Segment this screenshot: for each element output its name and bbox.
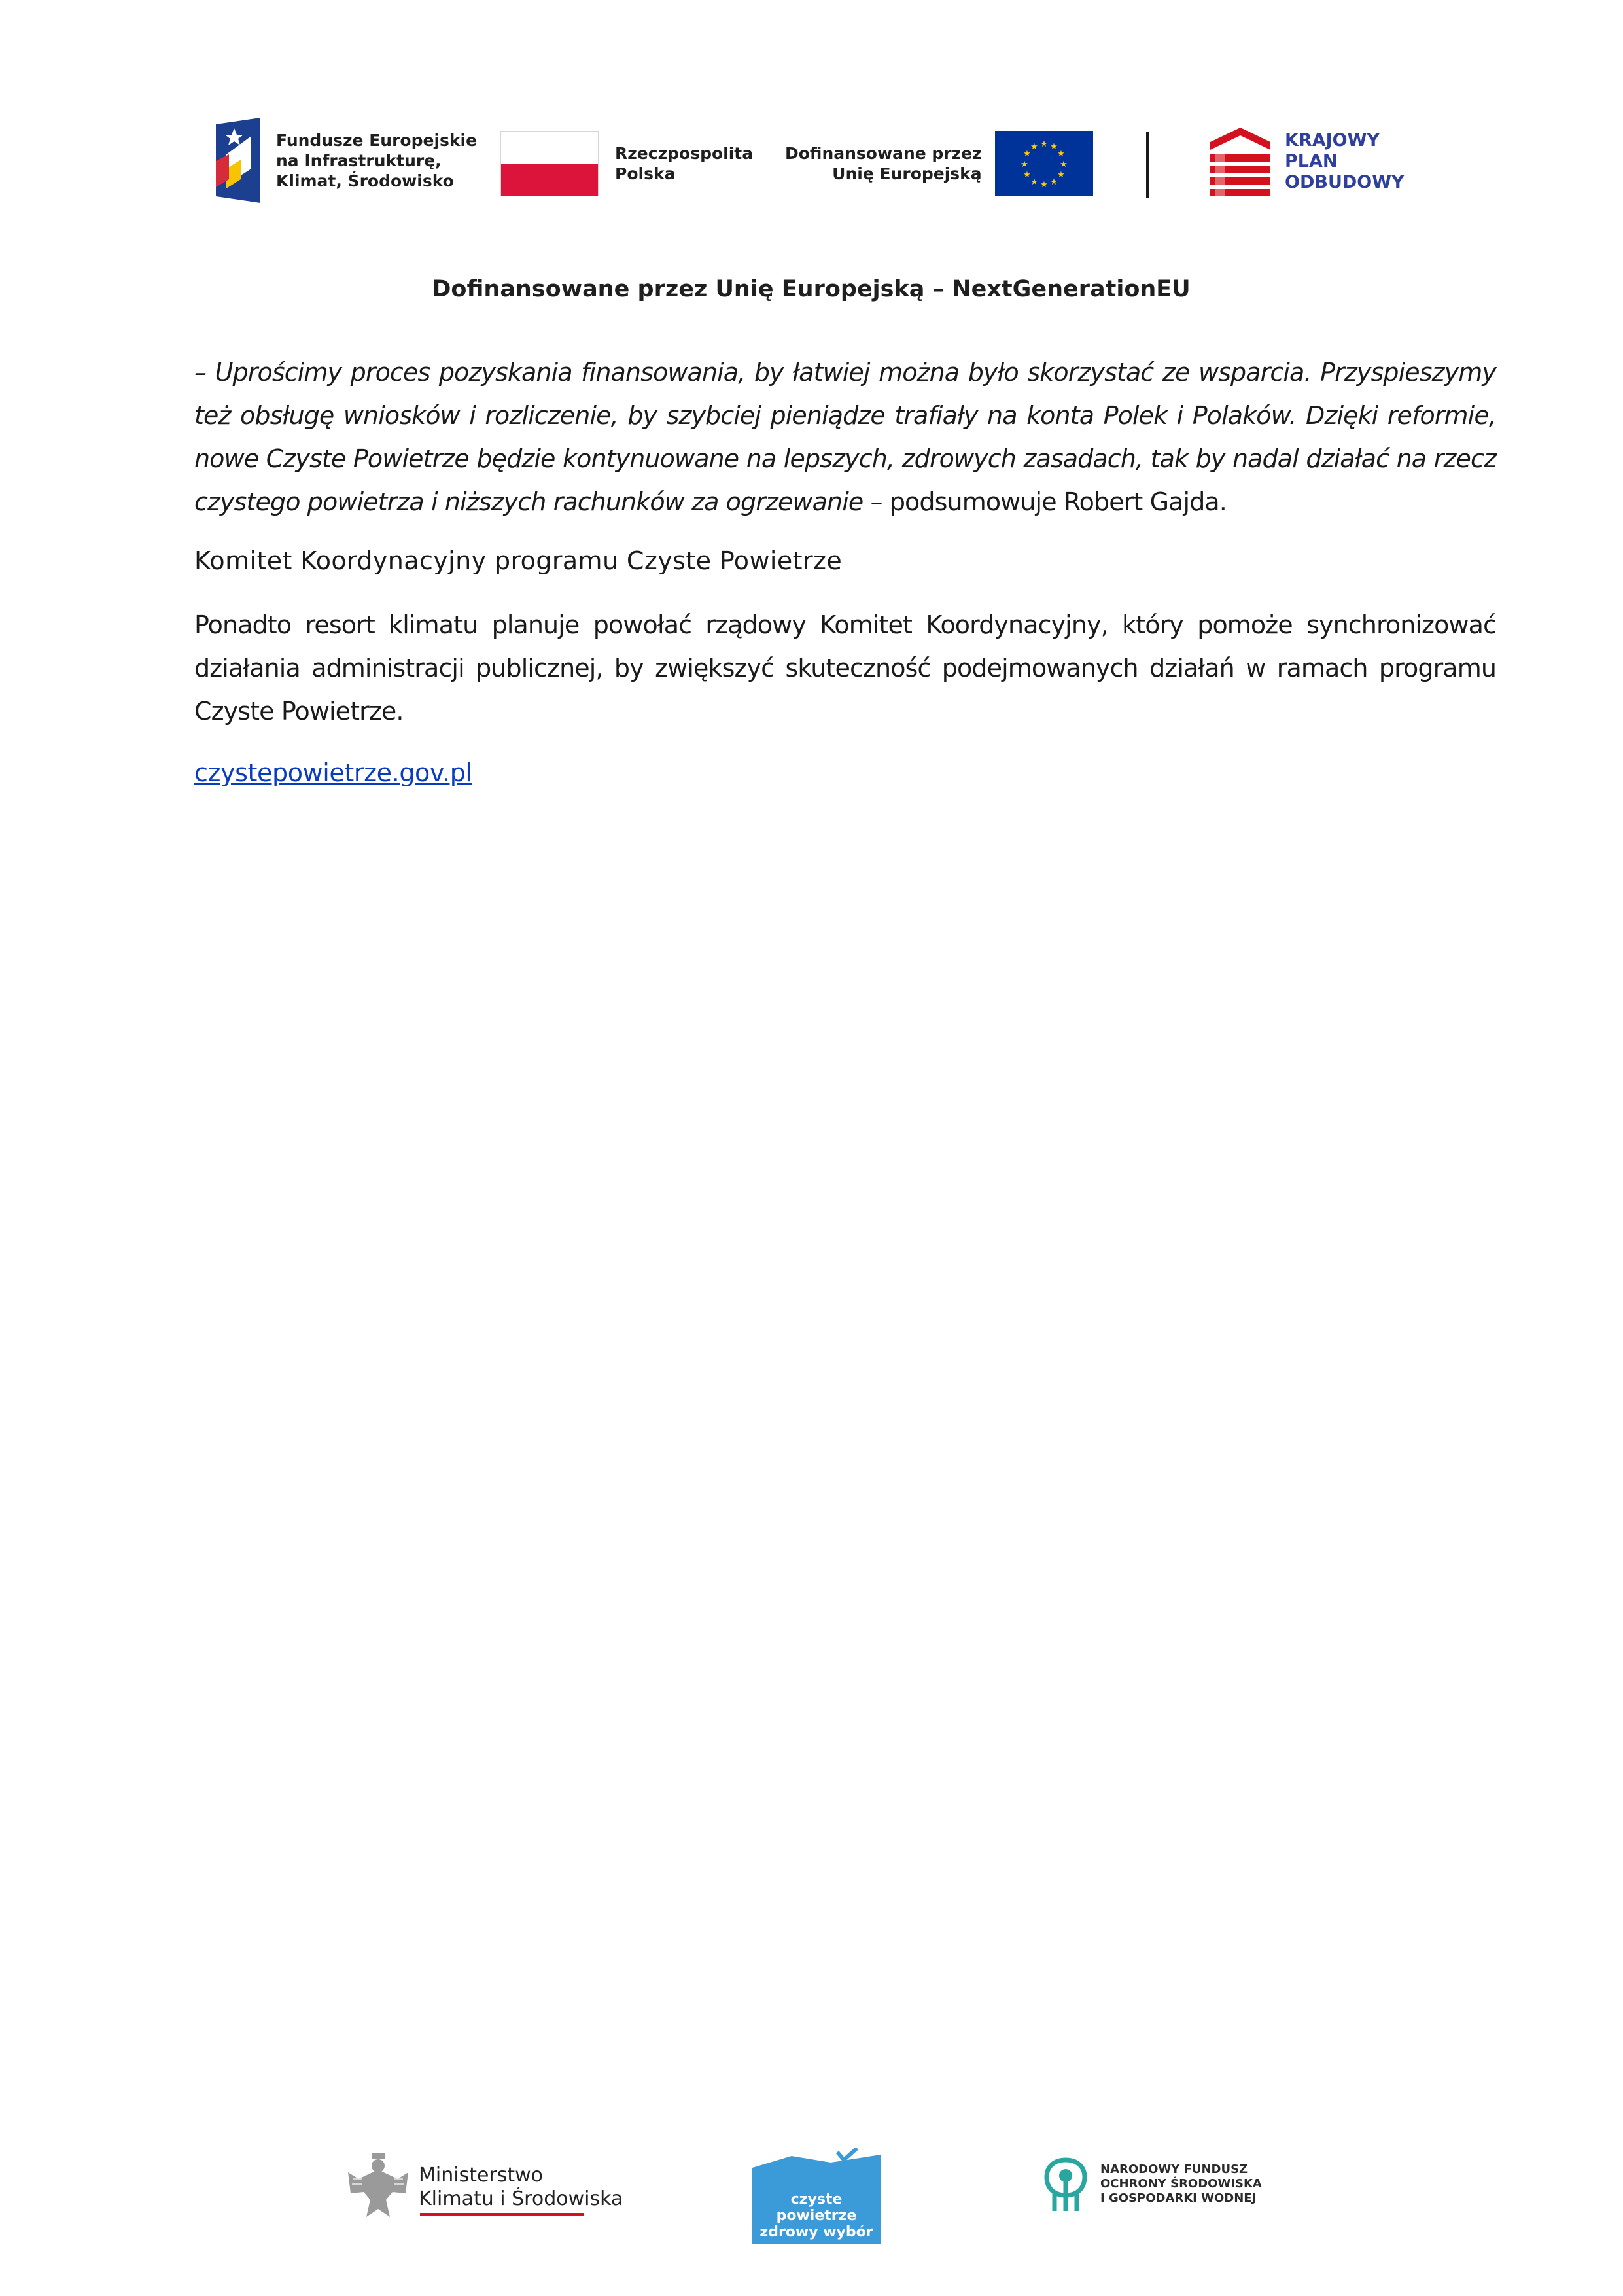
eu-flag-icon: [995, 131, 1093, 196]
rzeczpospolita-polska-text: Rzeczpospolita Polska: [615, 144, 754, 183]
quote-attribution: – podsumowuje Robert Gajda.: [863, 487, 1227, 516]
quote-paragraph: [194, 351, 1496, 523]
quote-text: – Uprościmy proces pozyskania finansowania, by łatwiej można było skorzystać ze wsparcia. Przyspieszymy też obsługę wniosków i rozliczenie, by szybciej pieniądze trafiały na konta Polek i Polaków. Dzięki reformie, nowe Czyste Powietrze będzie kontynuowane na lepszych, zdrowych zasadach, tak by nadal działać na rzecz czystego powietrza i niższych rachunków za ogrzewanie: [194, 358, 1496, 516]
document-body: [194, 351, 1496, 789]
svg-text:★: ★: [1056, 149, 1065, 159]
svg-text:★: ★: [1022, 170, 1031, 180]
header-caption: Dofinansowane przez Unię Europejską – NextGenerationEU: [432, 276, 1191, 302]
ministry-underline: [420, 2213, 584, 2216]
czyste-powietrze-logo: [752, 2148, 881, 2244]
svg-text:★: ★: [1020, 160, 1028, 169]
svg-text:★: ★: [1039, 180, 1048, 190]
funding-header: [196, 105, 1426, 321]
krajowy-plan-odbudowy-text: KRAJOWY PLAN ODBUDOWY: [1285, 130, 1405, 192]
body-paragraph: Ponadto resort klimatu planuje powołać rządowy Komitet Koordynacyjny, który pomoże synchronizować działania administracji publicznej, by zwiększyć skuteczność podejmowanych działań w ramach programu Czyste Powietrze.: [194, 610, 1496, 726]
fundusze-europejskie-icon: [215, 116, 262, 204]
svg-text:★: ★: [1049, 142, 1058, 152]
czystepowietrze-link[interactable]: czystepowietrze.gov.pl: [194, 758, 472, 787]
poland-flag-icon: [500, 131, 599, 196]
rzeczpospolita-polska-logo: [500, 131, 753, 196]
svg-text:★: ★: [1056, 170, 1065, 180]
ministry-climate-text: Ministerstwo Klimatu i Środowiska: [419, 2164, 623, 2210]
eu-cofinanced-logo: [785, 131, 1093, 196]
nfosigw-logo: [1040, 2156, 1262, 2212]
czyste-powietrze-text: czyste powietrze zdrowy wybór: [752, 2189, 881, 2244]
svg-text:★: ★: [1030, 142, 1038, 152]
svg-text:★: ★: [1059, 160, 1068, 169]
eu-cofinanced-text: Dofinansowane przez Unię Europejską: [785, 144, 982, 183]
fundusze-europejskie-logo: [215, 116, 477, 204]
nfosigw-tree-icon: [1040, 2156, 1091, 2212]
krajowy-plan-odbudowy-logo: [1210, 128, 1405, 196]
svg-text:★: ★: [1030, 177, 1038, 187]
ministry-climate-logo: [347, 2153, 623, 2222]
house-roof-icon: [752, 2148, 881, 2189]
header-divider: [1146, 132, 1149, 198]
svg-text:★: ★: [1049, 177, 1058, 187]
polish-eagle-icon: [347, 2153, 410, 2222]
nfosigw-text: NARODOWY FUNDUSZ OCHRONY ŚRODOWISKA I GOSPODARKI WODNEJ: [1100, 2163, 1262, 2205]
kpo-icon: [1210, 128, 1270, 196]
svg-text:★: ★: [1039, 139, 1048, 149]
section-heading: Komitet Koordynacyjny programu Czyste Powietrze: [194, 546, 843, 575]
fundusze-europejskie-text: Fundusze Europejskie na Infrastrukturę, Klimat, Środowisko: [276, 130, 478, 190]
svg-text:★: ★: [1022, 149, 1031, 159]
